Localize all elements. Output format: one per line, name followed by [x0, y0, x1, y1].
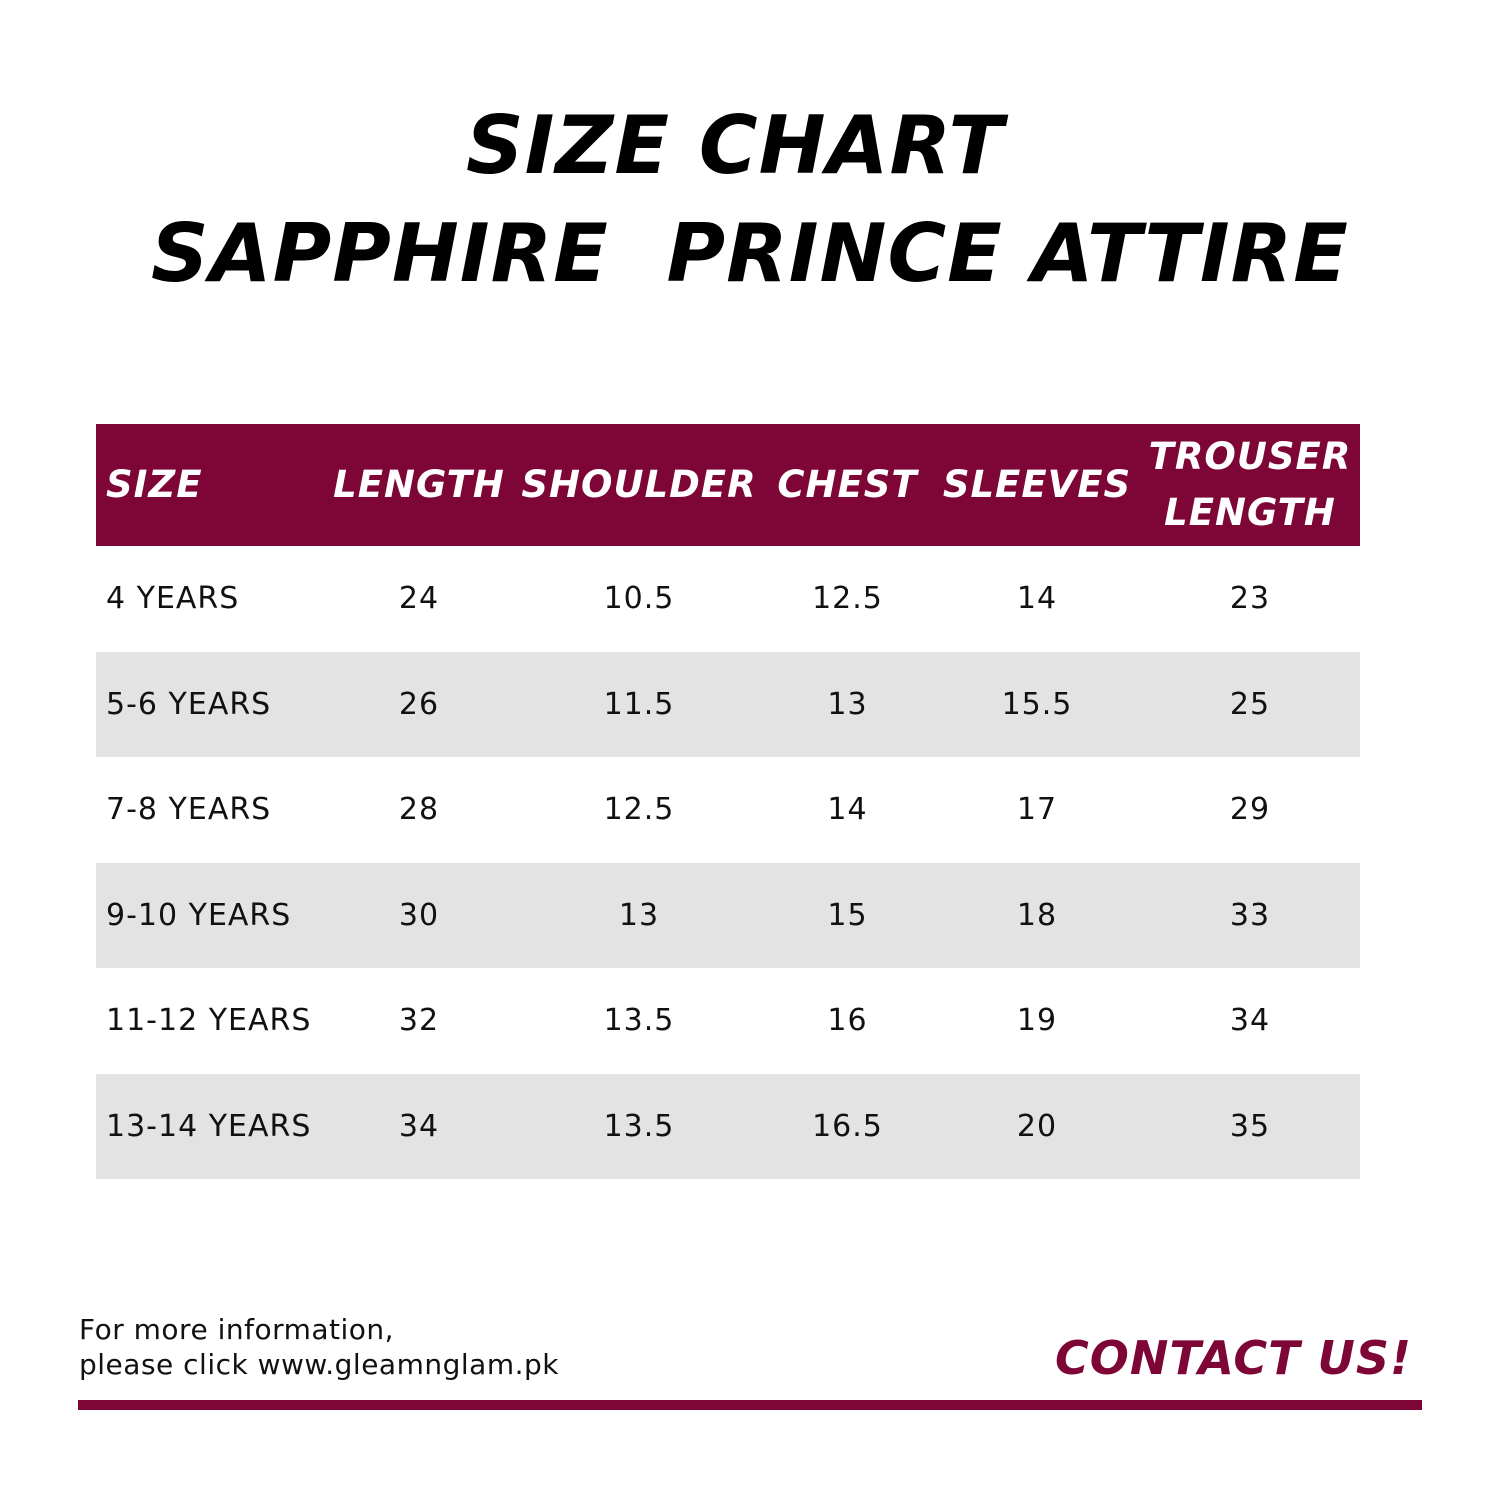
- cell-size: 4 YEARS: [106, 581, 240, 617]
- cell-sleeves: 17: [1016, 792, 1058, 828]
- cell-size: 7-8 YEARS: [106, 792, 272, 828]
- cell-sleeves: 18: [1016, 897, 1058, 933]
- cell-length: 26: [398, 686, 440, 722]
- page-title: [0, 92, 1500, 308]
- cell-length: 34: [398, 1108, 440, 1144]
- title-line-size-chart: SIZE CHART: [465, 99, 1005, 192]
- table-row: [96, 1074, 1360, 1180]
- cell-shoulder: 13.5: [603, 1108, 675, 1144]
- cell-chest: 15: [827, 897, 868, 933]
- cell-trouser-length: 33: [1229, 897, 1271, 933]
- footer-divider: [78, 1400, 1422, 1410]
- cell-trouser-length: 35: [1229, 1108, 1271, 1144]
- cell-shoulder: 13.5: [603, 1003, 675, 1039]
- size-chart-table: [96, 424, 1360, 1179]
- cell-sleeves: 19: [1016, 1003, 1058, 1039]
- cell-length: 32: [398, 1003, 440, 1039]
- cell-chest: 16.5: [812, 1108, 883, 1144]
- cell-chest: 13: [827, 686, 868, 722]
- cell-shoulder: 13: [618, 897, 660, 933]
- table-row: [96, 863, 1360, 969]
- footer-info-line-1: For more information,: [79, 1313, 395, 1346]
- cell-size: 13-14 YEARS: [106, 1108, 312, 1144]
- header-shoulder: SHOULDER: [521, 463, 757, 506]
- header-size: SIZE: [106, 463, 203, 506]
- cell-size: 9-10 YEARS: [106, 897, 292, 933]
- table-row: [96, 757, 1360, 863]
- contact-us-link[interactable]: CONTACT US!: [1055, 1331, 1412, 1385]
- cell-length: 24: [398, 581, 440, 617]
- table-header-row: [96, 424, 1360, 546]
- table-row: [96, 968, 1360, 1074]
- cell-trouser-length: 34: [1229, 1003, 1271, 1039]
- cell-size: 5-6 YEARS: [106, 686, 272, 722]
- title-line-product-name: SAPPHIRE PRINCE ATTIRE: [151, 207, 1349, 300]
- table-row: [96, 546, 1360, 652]
- cell-sleeves: 20: [1016, 1108, 1058, 1144]
- header-chest: CHEST: [777, 463, 918, 506]
- cell-length: 28: [398, 792, 440, 828]
- cell-trouser-length: 29: [1229, 792, 1271, 828]
- cell-trouser-length: 23: [1229, 581, 1271, 617]
- cell-shoulder: 10.5: [603, 581, 675, 617]
- header-sleeves: SLEEVES: [942, 463, 1132, 506]
- table-row: [96, 652, 1360, 758]
- cell-sleeves: 15.5: [1001, 686, 1073, 722]
- cell-chest: 12.5: [812, 581, 883, 617]
- cell-shoulder: 12.5: [603, 792, 675, 828]
- footer-info-text: [79, 1312, 559, 1382]
- cell-length: 30: [398, 897, 440, 933]
- cell-chest: 16: [827, 1003, 868, 1039]
- cell-size: 11-12 YEARS: [106, 1003, 312, 1039]
- cell-chest: 14: [827, 792, 868, 828]
- header-trouser-length: TROUSER LENGTH: [1148, 435, 1352, 534]
- cell-sleeves: 14: [1016, 581, 1058, 617]
- cell-shoulder: 11.5: [603, 686, 675, 722]
- header-length: LENGTH: [333, 463, 505, 506]
- footer-info-line-2[interactable]: please click www.gleamnglam.pk: [79, 1348, 559, 1381]
- cell-trouser-length: 25: [1229, 686, 1271, 722]
